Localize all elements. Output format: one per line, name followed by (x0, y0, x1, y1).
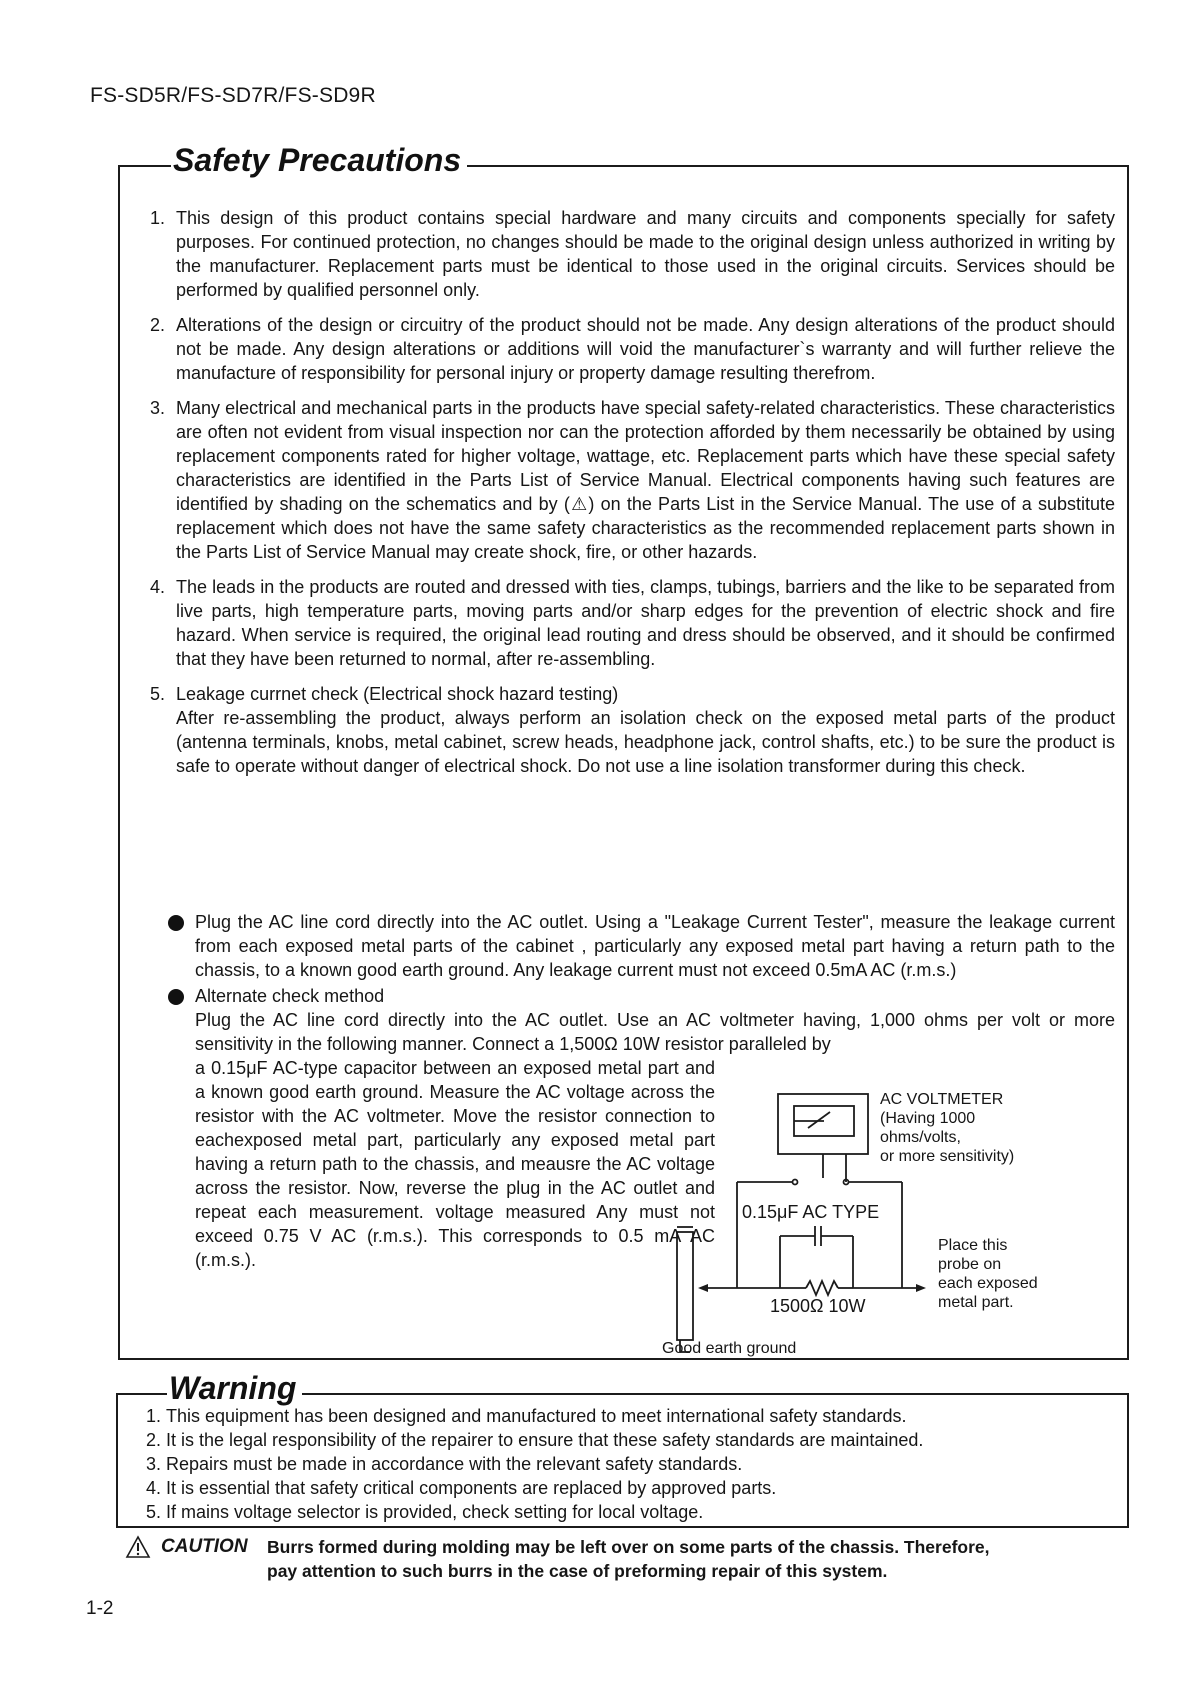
title-dash (118, 165, 168, 167)
item-number: 1. (150, 208, 166, 228)
item-text: Repairs must be made in accordance with the relevant safety standards. (166, 1454, 743, 1474)
item-text: If mains voltage selector is provided, check setting for local voltage. (166, 1502, 704, 1522)
warning-item (146, 1500, 1116, 1524)
item-number: 2. (150, 315, 166, 335)
item-number: 5. (146, 1502, 162, 1522)
page-number: 1-2 (86, 1598, 114, 1619)
item-number: 3. (150, 398, 166, 418)
warning-item (146, 1428, 1116, 1452)
warning-item (146, 1452, 1116, 1476)
bullet-title: Alternate check method (195, 986, 385, 1006)
caution-text (267, 1535, 1107, 1583)
voltmeter-label-line: or more sensitivity) (880, 1148, 1015, 1165)
ground-probe (677, 1232, 693, 1340)
probe-label-line: Place this (938, 1237, 1008, 1254)
warning-item (146, 1404, 1116, 1428)
arrow-right-icon (916, 1284, 926, 1292)
caution-line: Burrs formed during molding may be left over on some parts of the chassis. Therefore, (267, 1537, 990, 1557)
bullet-item (168, 910, 1115, 982)
resistor-label: 1500Ω 10W (770, 1296, 866, 1316)
resistor-icon (806, 1281, 838, 1295)
leakage-test-diagram (662, 1088, 1120, 1358)
item-text: The leads in the products are routed and dressed with ties, clamps, tubings, barriers and the like to be separated from live parts, high temperature parts, moving parts and/or sharp edges for the prevention of electric shock and fire hazard. When service is required, the original lead routing and dress should be observed, and it should be confirmed that they have been returned to normal, after re-assembling. (176, 577, 1115, 669)
voltmeter-label-line: AC VOLTMETER (880, 1091, 1004, 1108)
safety-items (150, 206, 1115, 789)
item-text: It is the legal responsibility of the repairer to ensure that these safety standards are maintained. (166, 1430, 924, 1450)
arrow-left-icon (698, 1284, 708, 1292)
bullet-text: Plug the AC line cord directly into the AC outlet. Using a "Leakage Current Tester", measure the leakage current from each exposed metal parts of the cabinet , particularly any exposed metal part having a return path to the chassis, to a known good earth ground. Any leakage current must not exceed 0.5mA AC (r.m.s.) (195, 912, 1115, 980)
item-number: 5. (150, 684, 166, 704)
safety-item (150, 396, 1115, 564)
probe-label-line: metal part. (938, 1294, 1014, 1311)
voltmeter-label-line: ohms/volts, (880, 1129, 961, 1146)
item-text: It is essential that safety critical components are replaced by approved parts. (166, 1478, 777, 1498)
item-text: This equipment has been designed and manufactured to meet international safety standards. (166, 1406, 907, 1426)
capacitor-label: 0.15μF AC TYPE (742, 1202, 880, 1222)
item-text: This design of this product contains special hardware and many circuits and components specially for safety purposes. For continued protection, no changes should be made to the original design unless authorized in writing by the manufacturer. Replacement parts must be identical to those used in the original circuits. Services should be performed by qualified personnel only. (176, 208, 1115, 300)
safety-item (150, 575, 1115, 671)
warning-list (146, 1404, 1116, 1524)
title-dash (116, 1393, 164, 1395)
item-number: 1. (146, 1406, 162, 1426)
item-number: 2. (146, 1430, 162, 1450)
safety-item (150, 206, 1115, 302)
item-number: 3. (146, 1454, 162, 1474)
bullet-text-wrap: a 0.15μF AC-type capacitor between an exposed metal part and a known good earth ground. Measure the AC voltage across the resistor with the AC voltmeter. Move the resistor connection to eachexposed metal part, particularly any exposed metal part having a return path to the chassis, and meausre the AC voltage across the resistor. Now, reverse the plug in the AC outlet and repeat each measurement. voltage measured Any must not exceed 0.75 V AC (r.m.s.). This corresponds to 0.5 mA AC (r.m.s.). (195, 1058, 715, 1270)
probe-label-line: probe on (938, 1256, 1002, 1273)
model-header: FS-SD5R/FS-SD7R/FS-SD9R (90, 84, 376, 107)
safety-title: Safety Precautions (171, 144, 467, 176)
item-number: 4. (150, 577, 166, 597)
warning-triangle-icon (126, 1536, 150, 1558)
item-text: Leakage currnet check (Electrical shock hazard testing) (176, 684, 619, 704)
safety-item (150, 313, 1115, 385)
caution-word: CAUTION (161, 1536, 248, 1557)
item-text: Many electrical and mechanical parts in the products have special safety-related characteristics. These characteristics are often not evident from visual inspection nor can the protection afforded by them necessarily be obtained by using replacement components rated for higher voltage, wattage, etc. Replacement parts which have these special safety characteristics are identified in the Parts List of Service Manual. Electrical components having such features are identified by shading on the schematics and by (⚠) on the Parts List in the Service Manual. The use of a substitute replacement which does not have the same safety characteristics as the recommended replacement parts shown in the Parts List of Service Manual may create shock, fire, or other hazards. (176, 398, 1115, 562)
voltmeter-label-line: (Having 1000 (880, 1110, 976, 1127)
probe-label-line: each exposed (938, 1275, 1038, 1292)
item-subtext: After re-assembling the product, always perform an isolation check on the exposed metal parts of the product (antenna terminals, knobs, metal cabinet, screw heads, headphone jack, control shafts, etc.) to be sure the product is safe to operate without danger of electrical shock. Do not use a line isolation transformer during this check. (176, 708, 1115, 776)
bullet-text: Plug the AC line cord directly into the AC outlet. Use an AC voltmeter having, 1,000 ohms per volt or more sensitivity in the following manner. Connect a 1,500Ω 10W resistor paralleled by (195, 1010, 1115, 1054)
bullet-dot-icon (168, 989, 184, 1005)
warning-item (146, 1476, 1116, 1500)
item-text: Alterations of the design or circuitry of the product should not be made. Any design alterations of the product should not be made. Any design alterations or additions will void the manufacturer`s warranty and will further relieve the manufacture of responsibility for personal injury or property damage resulting therefrom. (176, 315, 1115, 383)
bullet-dot-icon (168, 915, 184, 931)
warning-title: Warning (167, 1372, 302, 1404)
ground-label: Good earth ground (662, 1340, 797, 1357)
item-number: 4. (146, 1478, 162, 1498)
safety-item (150, 682, 1115, 778)
caution-line: pay attention to such burrs in the case of preforming repair of this system. (267, 1561, 888, 1581)
